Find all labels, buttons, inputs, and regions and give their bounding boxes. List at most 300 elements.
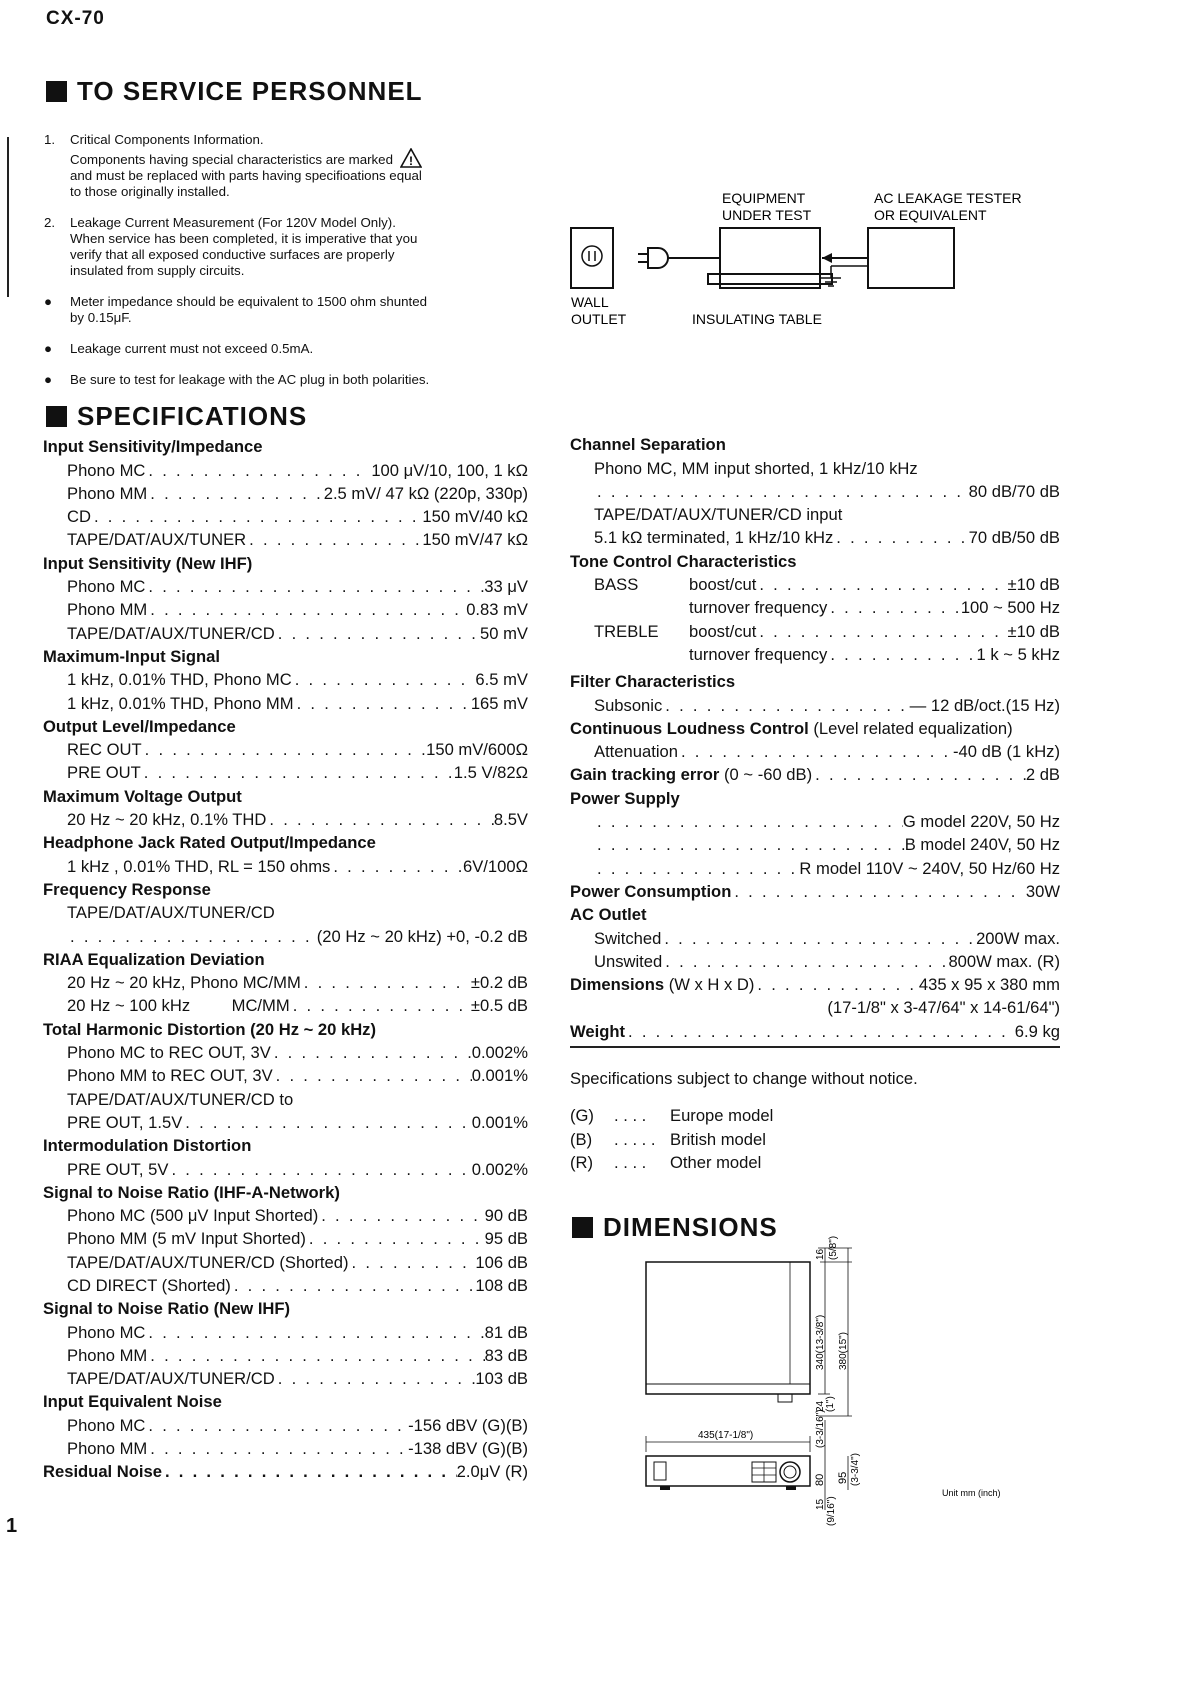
leader-dots: [142, 740, 426, 760]
spec-label: turnover frequency: [689, 598, 828, 618]
item-line: When service has been completed, it is imperative that you: [70, 231, 418, 246]
spec-value: -40 dB (1 kHz): [953, 742, 1060, 762]
bottom-inch-label: (9/16"): [826, 1496, 837, 1526]
spec-value: G model 220V, 50 Hz: [902, 812, 1060, 832]
spec-label: 20 Hz ~ 100 kHz MC/MM: [67, 996, 290, 1016]
spec-value: 800W max. (R): [948, 951, 1060, 971]
spec-row: [43, 1343, 528, 1366]
spec-value: 0.001%: [471, 1112, 528, 1132]
spec-value: 1 k ~ 5 kHz: [976, 644, 1060, 664]
spec-value: 30W: [1025, 881, 1060, 901]
spec-label: Residual Noise: [43, 1462, 162, 1482]
leakage-test-diagram: [568, 186, 1068, 336]
total-height-inch-label: (3-3/4"): [850, 1452, 861, 1486]
leader-dots: [275, 624, 480, 644]
spec-value: 90 dB: [484, 1206, 528, 1226]
dimensions-drawing: [640, 1220, 1060, 1530]
notice-text: Specifications subject to change without notice.: [570, 1069, 918, 1089]
spec-value: 83 dB: [484, 1345, 528, 1365]
leader-dots: [306, 1229, 485, 1249]
spec-value: 0.002%: [471, 1159, 528, 1179]
spec-value: 81 dB: [484, 1322, 528, 1342]
leader-dots: [141, 763, 454, 783]
spec-row: [570, 692, 1060, 715]
spec-notice: [570, 1066, 1060, 1089]
spec-label: Power Consumption: [570, 881, 732, 901]
spec-row: [570, 832, 1060, 855]
spec-value: 0.83 mV: [466, 600, 528, 620]
spec-text: [570, 502, 1060, 525]
specs-title-text: SPECIFICATIONS: [77, 401, 308, 431]
spec-row: [43, 760, 528, 783]
leader-dots: [731, 882, 1026, 902]
spec-row: [43, 1319, 528, 1342]
spec-note: (Level related equalization): [813, 718, 1013, 738]
leader-dots: [147, 484, 323, 504]
spec-label: Phono MM (5 mV Input Shorted): [67, 1229, 306, 1249]
width-label: 435(17-1/8"): [698, 1430, 754, 1441]
tester-box: [868, 228, 954, 288]
heading-text: RIAA Equalization Deviation: [43, 949, 265, 969]
spec-heading: [43, 434, 528, 457]
spec-label: CD DIRECT (Shorted): [67, 1275, 231, 1295]
spec-row: [570, 595, 1060, 618]
spec-row: [570, 642, 1060, 665]
wall-outlet-shape: [571, 228, 613, 288]
top-view-outline: [646, 1262, 810, 1394]
spec-label: Weight: [570, 1021, 625, 1041]
spec-row: [570, 479, 1060, 502]
spec-row: [43, 481, 528, 504]
leader-dots: [625, 1022, 1015, 1042]
spec-label: Switched: [594, 928, 662, 948]
spec-value: -156 dBV (G)(B): [408, 1415, 528, 1435]
heading-text: Total Harmonic Distortion (20 Hz ~ 20 kHz): [43, 1019, 377, 1039]
specs-title: [46, 401, 307, 432]
spec-value: 150 mV/40 kΩ: [422, 507, 528, 527]
spec-label: PRE OUT, 1.5V: [67, 1112, 183, 1132]
model-item: [570, 1103, 1060, 1126]
spec-row: [43, 1459, 528, 1482]
spec-label: TAPE/DAT/AUX/TUNER/CD: [67, 903, 275, 923]
top-gap-label: 16: [815, 1248, 826, 1260]
plug-icon: [638, 248, 720, 268]
spec-value: 2.0μV (R): [456, 1462, 528, 1482]
total-height-label: 95: [837, 1471, 849, 1484]
service-notes: [44, 132, 514, 403]
spec-row: [43, 923, 528, 946]
spec-value: 6V/100Ω: [463, 856, 528, 876]
spec-value: R model 110V ~ 240V, 50 Hz/60 Hz: [799, 858, 1060, 878]
spec-label: boost/cut: [689, 621, 757, 641]
service-bullet-1: [44, 294, 514, 326]
item-line: to those originally installed.: [70, 184, 230, 199]
spec-value: 100 ~ 500 Hz: [960, 598, 1060, 618]
spec-value: 95 dB: [484, 1229, 528, 1249]
front-height-label: 80: [814, 1473, 826, 1486]
spec-label: Phono MM: [67, 483, 148, 503]
spec-label: TAPE/DAT/AUX/TUNER/CD input: [594, 505, 843, 525]
spec-row: [570, 572, 1060, 595]
spec-heading: [43, 783, 528, 806]
spec-value: 2 dB: [1025, 765, 1060, 785]
leader-dots: [662, 696, 909, 716]
leader-dots: [827, 598, 960, 618]
spec-label: Phono MC (500 μV Input Shorted): [67, 1206, 319, 1226]
outlet-socket-icon: [582, 246, 602, 266]
spec-row: [570, 525, 1060, 548]
spec-label: boost/cut: [689, 575, 757, 595]
spec-row: [43, 1436, 528, 1459]
leader-dots: [290, 996, 471, 1016]
heading-text: Frequency Response: [43, 879, 211, 899]
spec-label: Phono MC: [67, 460, 146, 480]
foot-label: 24: [815, 1400, 826, 1412]
tester-label: OR EQUIVALENT: [874, 207, 987, 223]
spec-heading: [43, 1296, 528, 1319]
heading-text: Headphone Jack Rated Output/Impedance: [43, 833, 376, 853]
model-dots: . . . .: [614, 1106, 647, 1126]
spec-heading: [570, 548, 1060, 571]
heading-text: AC Outlet: [570, 905, 647, 925]
spec-label: TAPE/DAT/AUX/TUNER/CD: [67, 623, 275, 643]
model-dots: . . . . .: [614, 1129, 656, 1149]
heading-text: Maximum Voltage Output: [43, 786, 242, 806]
heading-text: Tone Control Characteristics: [570, 551, 797, 571]
spec-value: 0.001%: [471, 1066, 528, 1086]
leader-dots: [145, 577, 484, 597]
specs-right-column: [570, 432, 1060, 1173]
spec-note: (0 ~ -60 dB): [724, 765, 813, 785]
spec-value: 108 dB: [475, 1275, 528, 1295]
spec-row: [43, 1040, 528, 1063]
heading-text: Channel Separation: [570, 435, 726, 455]
model-name: British model: [670, 1129, 766, 1149]
spec-value: B model 240V, 50 Hz: [904, 835, 1060, 855]
spec-label: Phono MM: [67, 1345, 148, 1365]
section-bullet-icon: [46, 406, 67, 427]
model-name: Other model: [670, 1152, 762, 1172]
spec-label: 5.1 kΩ terminated, 1 kHz/10 kHz: [594, 528, 834, 548]
tone-name: TREBLE: [594, 621, 659, 641]
spec-row: [570, 949, 1060, 972]
spec-heading: [43, 550, 528, 573]
dimensions-title-text: DIMENSIONS: [603, 1212, 778, 1242]
spec-value: 0.002%: [471, 1043, 528, 1063]
specs-left-column: [43, 434, 528, 1482]
model-code: (B): [570, 1129, 593, 1149]
leader-dots: [246, 530, 422, 550]
spec-row: [43, 1110, 528, 1133]
spec-label: PRE OUT, 5V: [67, 1159, 169, 1179]
spec-label: 1 kHz , 0.01% THD, RL = 150 ohms: [67, 856, 331, 876]
spec-value: 6.9 kg: [1014, 1021, 1060, 1041]
spec-row: [570, 879, 1060, 902]
spec-value: 100 μV/10, 100, 1 kΩ: [371, 460, 528, 480]
spec-row: [43, 527, 528, 550]
leader-dots: [754, 975, 918, 995]
section-bullet-icon: [46, 81, 67, 102]
item-line-row: [70, 148, 422, 168]
spec-row: [43, 504, 528, 527]
leader-dots: [301, 973, 471, 993]
spec-value: 8.5V: [493, 810, 528, 830]
spec-value: — 12 dB/oct.(15 Hz): [909, 695, 1060, 715]
spec-heading: [43, 1180, 528, 1203]
spec-value: -138 dBV (G)(B): [408, 1439, 528, 1459]
leader-dots: [833, 528, 968, 548]
spec-heading: [43, 947, 528, 970]
spec-label: 20 Hz ~ 20 kHz, Phono MC/MM: [67, 973, 301, 993]
heading-text: Maximum-Input Signal: [43, 646, 221, 666]
spec-row: [570, 1018, 1060, 1041]
spec-value: 50 mV: [480, 623, 528, 643]
item-line: Components having special characteristics are marked: [70, 152, 393, 167]
spec-row: [43, 1156, 528, 1179]
spec-row: [43, 1412, 528, 1435]
heading-text: Input Equivalent Noise: [43, 1392, 222, 1412]
service-title: [46, 76, 423, 107]
spec-label: 1 kHz, 0.01% THD, Phono MM: [67, 693, 294, 713]
spec-heading: [570, 785, 1060, 808]
spec-label: CD: [67, 507, 91, 527]
spec-label: Phono MC: [67, 577, 146, 597]
heading-text: Input Sensitivity/Impedance: [43, 437, 263, 457]
spec-label: Dimensions: [570, 975, 665, 995]
leader-dots: [147, 600, 466, 620]
leader-dots: [661, 929, 976, 949]
spec-value: 1.5 V/82Ω: [453, 763, 528, 783]
leader-dots: [168, 1160, 471, 1180]
knob-shape: [778, 1394, 792, 1402]
equipment-label: UNDER TEST: [722, 207, 812, 223]
leader-dots: [594, 859, 799, 879]
spec-note: (W x H x D): [668, 975, 755, 995]
spec-label: Phono MM: [67, 1439, 148, 1459]
leader-dots: [91, 507, 422, 527]
spec-heading: [570, 432, 1060, 455]
spec-value: 150 mV/47 kΩ: [422, 530, 528, 550]
bullet-icon: ●: [44, 372, 53, 387]
spec-value: 106 dB: [475, 1252, 528, 1272]
heading-text: Filter Characteristics: [570, 672, 736, 692]
spec-row: [570, 809, 1060, 832]
outlet-label: WALL: [571, 294, 609, 310]
leader-dots: [67, 927, 317, 947]
heading-text: Output Level/Impedance: [43, 716, 236, 736]
spec-heading: [43, 1133, 528, 1156]
leader-dots: [273, 1066, 472, 1086]
leader-dots: [330, 857, 463, 877]
spec-row: [570, 995, 1060, 1018]
spec-row: [43, 1366, 528, 1389]
spec-label: REC OUT: [67, 740, 142, 760]
spec-row: [43, 737, 528, 760]
spec-label: turnover frequency: [689, 644, 828, 664]
leader-dots: [594, 835, 905, 855]
leader-dots: [145, 461, 371, 481]
leader-dots: [231, 1276, 476, 1296]
leader-dots: [162, 1462, 457, 1482]
leader-dots: [756, 575, 1007, 595]
spec-row: [43, 993, 528, 1016]
spec-label: 20 Hz ~ 20 kHz, 0.1% THD: [67, 810, 267, 830]
spec-row: [43, 690, 528, 713]
spec-row: [43, 1203, 528, 1226]
spec-row: [43, 597, 528, 620]
leader-dots: [147, 1346, 484, 1366]
leader-dots: [678, 742, 953, 762]
spec-value: 70 dB/50 dB: [968, 528, 1060, 548]
leader-dots: [318, 1206, 484, 1226]
spec-text: [43, 900, 528, 923]
spec-value: ±10 dB: [1007, 621, 1060, 641]
spec-label: 1 kHz, 0.01% THD, Phono MC: [67, 670, 292, 690]
spec-row: [43, 1226, 528, 1249]
spec-value: (20 Hz ~ 20 kHz) +0, -0.2 dB: [316, 926, 528, 946]
heading-text: Continuous Loudness Control: [570, 718, 809, 738]
spec-label: Phono MC: [67, 1415, 146, 1435]
front-gap-label: (3-3/16"): [815, 1409, 826, 1448]
spec-row: [43, 807, 528, 830]
spec-row: [43, 1273, 528, 1296]
spec-heading: [43, 1016, 528, 1039]
spec-label: TAPE/DAT/AUX/TUNER/CD to: [67, 1089, 294, 1109]
depth-total-label: 380(15"): [838, 1331, 849, 1370]
page-number: 1: [6, 1515, 18, 1537]
outlet-label: OUTLET: [571, 311, 627, 327]
change-bar: [7, 137, 9, 297]
leader-dots: [271, 1043, 472, 1063]
spec-heading: [570, 669, 1060, 692]
leader-dots: [292, 670, 476, 690]
bullet-icon: ●: [44, 341, 53, 356]
model-dots: . . . .: [614, 1152, 647, 1172]
leader-dots: [827, 645, 976, 665]
leader-dots: [266, 810, 493, 830]
spec-heading: [43, 877, 528, 900]
spec-heading-row: [570, 716, 1060, 739]
spec-row: [43, 1063, 528, 1086]
item-line: verify that all exposed conductive surfaces are properly: [70, 247, 395, 262]
spec-label: Unswited: [594, 951, 663, 971]
spec-label: Gain tracking error: [570, 765, 720, 785]
leader-dots: [145, 1416, 408, 1436]
spec-label: Phono MM: [67, 600, 148, 620]
spec-label: Phono MC to REC OUT, 3V: [67, 1043, 271, 1063]
service-bullet-3: [44, 372, 514, 388]
spec-text: [43, 1086, 528, 1109]
item-line: insulated from supply circuits.: [70, 263, 245, 278]
spec-value: 435 x 95 x 380 mm: [918, 975, 1060, 995]
spec-heading: [570, 902, 1060, 925]
item-line: Critical Components Information.: [70, 132, 264, 147]
leader-dots: [594, 482, 969, 502]
spec-value: (17-1/8" x 3-47/64" x 14-61/64"): [827, 998, 1060, 1018]
leader-dots: [812, 765, 1026, 785]
tone-name: BASS: [594, 575, 639, 595]
leader-dots: [147, 1439, 408, 1459]
leader-dots: [594, 812, 903, 832]
tester-label: AC LEAKAGE TESTER: [874, 190, 1022, 206]
spec-row: [570, 855, 1060, 878]
section-bullet-icon: [572, 1217, 593, 1238]
item-line: Leakage Current Measurement (For 120V Model Only).: [70, 215, 396, 230]
unit-label: Unit mm (inch): [942, 1488, 1001, 1498]
model-list: [570, 1103, 1060, 1173]
spec-heading: [43, 644, 528, 667]
caution-triangle-icon: [400, 148, 422, 168]
item-number: 1.: [44, 132, 56, 147]
service-item-1: [44, 132, 514, 200]
item-number: 2.: [44, 215, 56, 230]
leader-dots: [756, 622, 1007, 642]
bullet-icon: ●: [44, 294, 53, 309]
spec-value: 2.5 mV/ 47 kΩ (220p, 330p): [323, 483, 528, 503]
bullet-line: Be sure to test for leakage with the AC plug in both polarities.: [70, 372, 430, 387]
spec-label: TAPE/DAT/AUX/TUNER/CD: [67, 1369, 275, 1389]
bottom-label: 15: [815, 1498, 826, 1510]
depth-main-label: 340(13-3/8"): [815, 1314, 826, 1370]
spec-label: TAPE/DAT/AUX/TUNER/CD (Shorted): [67, 1252, 349, 1272]
model-item: [570, 1150, 1060, 1173]
spec-value: 200W max.: [976, 928, 1060, 948]
spec-label: TAPE/DAT/AUX/TUNER: [67, 530, 247, 550]
spec-row: [43, 1249, 528, 1272]
arrow-icon: [822, 253, 832, 263]
bullet-line: Meter impedance should be equivalent to 1500 ohm shunted: [70, 294, 428, 309]
spec-value: 165 mV: [470, 693, 528, 713]
equipment-box: [720, 228, 820, 288]
spec-row: [570, 972, 1060, 995]
heading-text: Input Sensitivity (New IHF): [43, 553, 253, 573]
model-code: (G): [570, 1106, 594, 1126]
insulating-table-shape: [708, 274, 832, 284]
equipment-label: EQUIPMENT: [722, 190, 806, 206]
heading-text: Intermodulation Distortion: [43, 1136, 252, 1156]
spec-label: Attenuation: [594, 742, 678, 762]
spec-label: Phono MM to REC OUT, 3V: [67, 1066, 273, 1086]
spec-heading: [43, 830, 528, 853]
spec-row: [43, 667, 528, 690]
spec-row: [43, 853, 528, 876]
volume-knob-icon: [780, 1462, 800, 1482]
spec-value: 103 dB: [475, 1369, 528, 1389]
spec-value: 80 dB/70 dB: [968, 481, 1060, 501]
service-title-text: TO SERVICE PERSONNEL: [77, 76, 423, 106]
spec-value: 150 mV/600Ω: [426, 740, 528, 760]
spec-row: [570, 925, 1060, 948]
service-item-2: [44, 215, 514, 279]
bullet-line: by 0.15μF.: [70, 310, 132, 325]
heading-text: Signal to Noise Ratio (New IHF): [43, 1299, 291, 1319]
leader-dots: [145, 1323, 484, 1343]
spec-label: PRE OUT: [67, 763, 141, 783]
foot-inch-label: (1"): [825, 1396, 836, 1412]
top-gap-inch-label: (5/8"): [828, 1235, 839, 1260]
model-item: [570, 1126, 1060, 1149]
leader-dots: [275, 1369, 476, 1389]
bullet-line: Leakage current must not exceed 0.5mA.: [70, 341, 314, 356]
heading-text: Signal to Noise Ratio (IHF-A-Network): [43, 1182, 340, 1202]
spec-value: ±10 dB: [1007, 575, 1060, 595]
spec-row: [43, 620, 528, 643]
item-line: and must be replaced with parts having specifioations equal: [70, 168, 422, 183]
spec-value: 33 μV: [484, 577, 528, 597]
spec-row: [570, 762, 1060, 785]
table-label: INSULATING TABLE: [692, 311, 822, 327]
spec-row: [43, 574, 528, 597]
